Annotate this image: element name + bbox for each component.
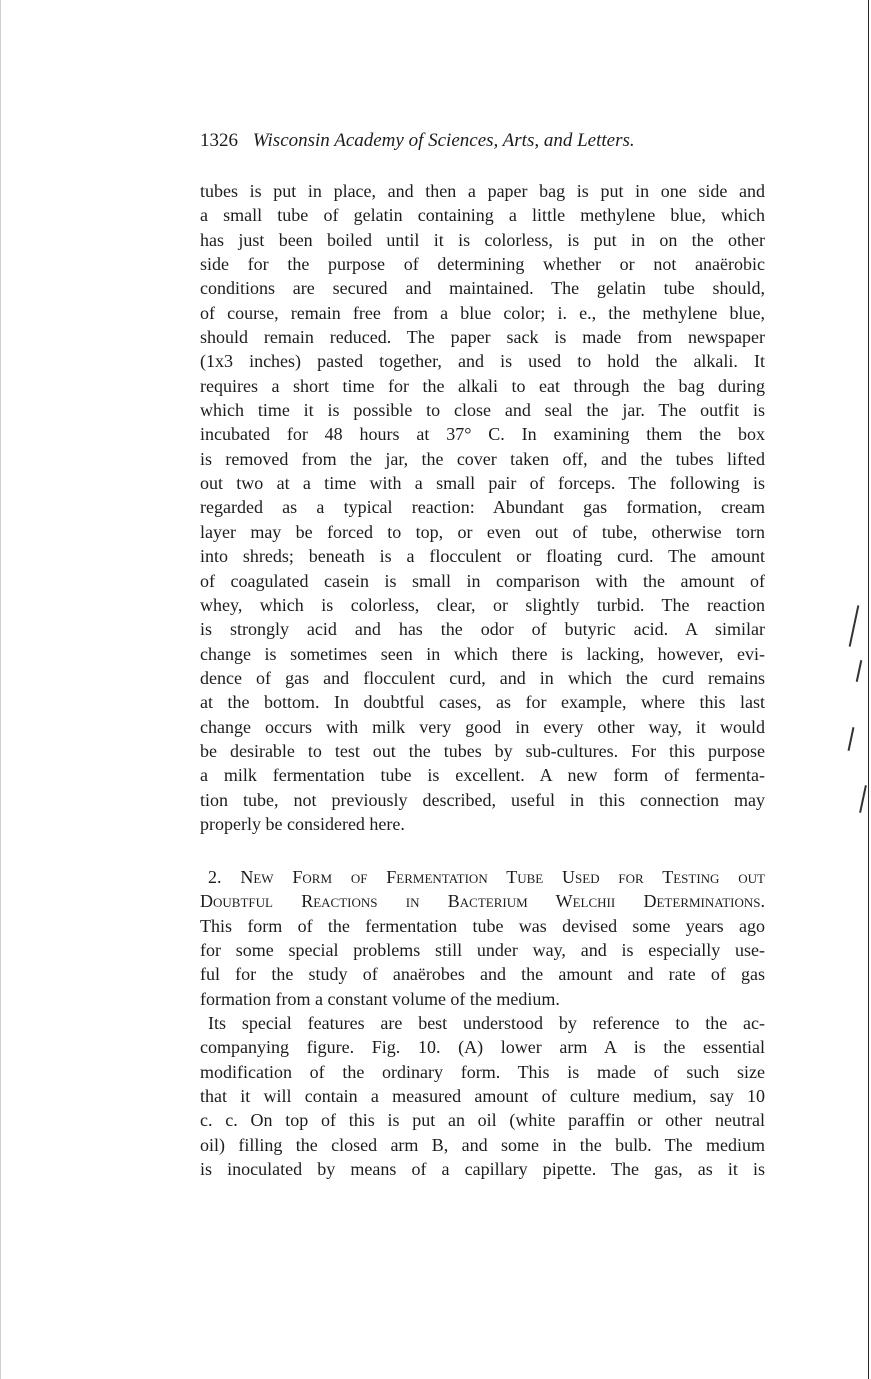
running-header [200, 130, 720, 152]
text-line: a milk fermentation tube is excellent. A new form of fermenta- [200, 765, 765, 786]
text-line: change is sometimes seen in which there is lacking, however, evi- [200, 643, 765, 664]
margin-scan-mark [848, 727, 855, 751]
text-line: should remain reduced. The paper sack is made from newspaper [200, 327, 765, 348]
text-line: at the bottom. In doubtful cases, as for example, where this last [200, 692, 765, 713]
running-title: Wisconsin Academy of Sciences, Arts, and Letters. [252, 130, 635, 151]
page-edge-left [0, 0, 1, 1379]
text-line: c. c. On top of this is put an oil (white paraffin or other neutral [200, 1110, 765, 1131]
text-line: into shreds; beneath is a flocculent or floating curd. The amount [200, 546, 765, 567]
text-line: of coagulated casein is small in comparison with the amount of [200, 570, 765, 591]
text-line: regarded as a typical reaction: Abundant gas formation, cream [200, 497, 765, 518]
text-line: Its special features are best understood by reference to the ac- [208, 1013, 765, 1033]
text-line: out two at a time with a small pair of forceps. The following is [200, 473, 765, 494]
text-line: be desirable to test out the tubes by sub-cultures. For this purpose [200, 740, 765, 761]
text-line: (1x3 inches) pasted together, and is used to hold the alkali. It [200, 351, 765, 372]
text-line: oil) filling the closed arm B, and some in the bulb. The medium [200, 1134, 765, 1155]
text-line: side for the purpose of determining whether or not anaërobic [200, 254, 765, 275]
text-line: tubes is put in place, and then a paper bag is put in one side and [200, 181, 765, 201]
text-line: that it will contain a measured amount of culture medium, say 10 [200, 1086, 765, 1107]
text-line: layer may be forced to top, or even out of tube, otherwise torn [200, 521, 765, 542]
paragraph-1 [200, 179, 765, 836]
section-heading-line: Doubtful Reactions in Bacterium Welchii Determinations. [200, 891, 765, 912]
text-line: a small tube of gelatin containing a little methylene blue, which [200, 205, 765, 226]
text-line: incubated for 48 hours at 37° C. In examining them the box [200, 424, 765, 445]
page-edge-right [868, 0, 869, 1379]
text-line: conditions are secured and maintained. The gelatin tube should, [200, 278, 765, 299]
paragraph-3 [200, 1011, 765, 1181]
text-line: is removed from the jar, the cover taken off, and the tubes lifted [200, 448, 765, 469]
text-line: which time it is possible to close and seal the jar. The outfit is [200, 400, 765, 421]
margin-scan-mark [859, 785, 867, 813]
text-line: is strongly acid and has the odor of butyric acid. A similar [200, 619, 765, 640]
text-line: for some special problems still under way, and is especially use- [200, 940, 765, 961]
text-line: ful for the study of anaërobes and the amount and rate of gas [200, 964, 765, 985]
margin-scan-mark [849, 605, 860, 646]
text-line: properly be considered here. [200, 813, 405, 834]
text-line: whey, which is colorless, clear, or slightly turbid. The reaction [200, 594, 765, 615]
text-line: companying figure. Fig. 10. (A) lower arm A is the essential [200, 1037, 765, 1058]
paragraph-2 [200, 865, 765, 1011]
text-line: This form of the fermentation tube was devised some years ago [200, 915, 765, 936]
section-heading-line: 2. New Form of Fermentation Tube Used for Testing out [208, 867, 765, 887]
text-line: modification of the ordinary form. This is made of such size [200, 1061, 765, 1082]
text-line: has just been boiled until it is colorless, is put in on the other [200, 229, 765, 250]
text-line: tion tube, not previously described, useful in this connection may [200, 789, 765, 810]
text-line: of course, remain free from a blue color; i. e., the methylene blue, [200, 302, 765, 323]
margin-scan-mark [856, 660, 863, 682]
text-line: formation from a constant volume of the medium. [200, 988, 560, 1009]
page-number: 1326 [200, 130, 238, 151]
text-line: change occurs with milk very good in every other way, it would [200, 716, 765, 737]
text-line: dence of gas and flocculent curd, and in which the curd remains [200, 667, 765, 688]
text-line: is inoculated by means of a capillary pipette. The gas, as it is [200, 1159, 765, 1180]
text-line: requires a short time for the alkali to eat through the bag during [200, 375, 765, 396]
